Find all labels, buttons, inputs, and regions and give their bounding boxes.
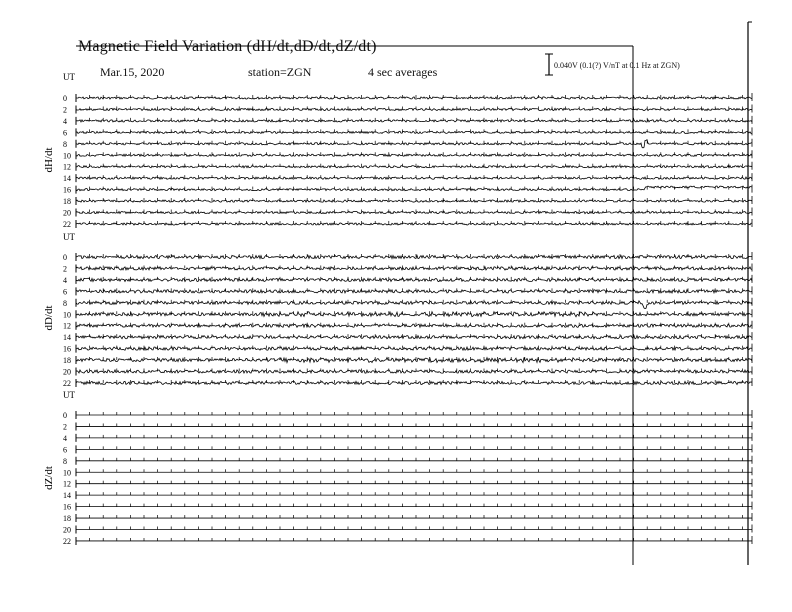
trace-dddt-2: [76, 267, 752, 270]
hour-label-dddt-0: 0: [63, 253, 67, 262]
hour-label-dzdt-10: 10: [63, 468, 71, 478]
trace-dhdt-16: [76, 186, 752, 191]
trace-dddt-16: [76, 347, 752, 350]
chart-station: station=ZGN: [248, 65, 312, 79]
panel-label-dzdt: dZ/dt: [43, 466, 55, 490]
trace-dddt-18: [76, 357, 752, 362]
hour-label-dhdt-12: 12: [63, 162, 71, 172]
trace-dddt-4: [76, 278, 752, 281]
hour-label-dzdt-6: 6: [63, 445, 67, 455]
trace-dddt-8: [76, 301, 752, 309]
trace-dddt-10: [76, 312, 752, 317]
trace-dddt-22: [76, 381, 752, 384]
ut-label-dhdt: UT: [63, 72, 75, 82]
hour-label-dhdt-10: 10: [63, 151, 71, 161]
hour-label-dhdt-22: 22: [63, 219, 71, 229]
hour-label-dddt-2: 2: [63, 264, 67, 274]
chart-title: Magnetic Field Variation (dH/dt,dD/dt,dZ/dt): [78, 38, 377, 55]
hour-label-dddt-8: 8: [63, 298, 67, 308]
trace-dhdt-0: [76, 97, 752, 99]
hour-label-dzdt-4: 4: [63, 433, 67, 443]
hour-label-dhdt-16: 16: [63, 185, 71, 195]
hour-label-dzdt-18: 18: [63, 514, 71, 524]
trace-dhdt-12: [76, 166, 752, 168]
panel-label-dhdt: dH/dt: [43, 147, 55, 173]
hour-label-dzdt-0: 0: [63, 411, 67, 420]
hour-label-dddt-16: 16: [63, 344, 71, 354]
trace-dhdt-18: [76, 200, 752, 202]
trace-dddt-6: [76, 290, 752, 293]
panel-label-dddt: dD/dt: [43, 305, 55, 331]
trace-dddt-12: [76, 324, 752, 327]
ut-label-dddt: UT: [63, 232, 75, 242]
hour-label-dzdt-16: 16: [63, 502, 71, 512]
hour-label-dhdt-6: 6: [63, 128, 67, 138]
hour-label-dzdt-20: 20: [63, 525, 71, 535]
chart-averaging: 4 sec averages: [368, 65, 438, 79]
trace-dhdt-4: [76, 120, 752, 122]
hour-label-dzdt-14: 14: [63, 491, 71, 501]
hour-label-dhdt-2: 2: [63, 105, 67, 115]
trace-dhdt-20: [76, 211, 752, 213]
trace-dhdt-8: [76, 140, 752, 148]
trace-dddt-0: [76, 255, 752, 258]
chart-date: Mar.15, 2020: [100, 65, 165, 79]
hour-label-dddt-6: 6: [63, 287, 67, 297]
trace-dhdt-10: [76, 154, 752, 156]
hour-label-dddt-10: 10: [63, 310, 71, 320]
trace-dhdt-6: [76, 131, 752, 133]
hour-label-dhdt-4: 4: [63, 116, 67, 126]
hour-label-dhdt-14: 14: [63, 174, 71, 184]
hour-label-dddt-20: 20: [63, 367, 71, 377]
hour-label-dhdt-18: 18: [63, 197, 71, 207]
hour-label-dzdt-22: 22: [63, 536, 71, 546]
hour-label-dhdt-20: 20: [63, 208, 71, 218]
scale-bar-label: 0.040V (0.1(?) V/nT at 0.1 Hz at ZGN): [554, 61, 680, 70]
hour-label-dddt-14: 14: [63, 333, 71, 343]
trace-dhdt-2: [76, 108, 752, 110]
trace-dhdt-14: [76, 177, 752, 179]
hour-label-dzdt-12: 12: [63, 479, 71, 489]
trace-dhdt-22: [76, 223, 752, 225]
hour-label-dddt-18: 18: [63, 356, 71, 366]
hour-label-dhdt-0: 0: [63, 94, 67, 103]
hour-label-dzdt-2: 2: [63, 422, 67, 432]
ut-label-dzdt: UT: [63, 390, 75, 400]
hour-label-dddt-22: 22: [63, 378, 71, 388]
hour-label-dzdt-8: 8: [63, 456, 67, 466]
hour-label-dddt-12: 12: [63, 321, 71, 331]
trace-dddt-14: [76, 336, 752, 339]
trace-dddt-20: [76, 370, 752, 373]
hour-label-dddt-4: 4: [63, 275, 67, 285]
hour-label-dhdt-8: 8: [63, 139, 67, 149]
